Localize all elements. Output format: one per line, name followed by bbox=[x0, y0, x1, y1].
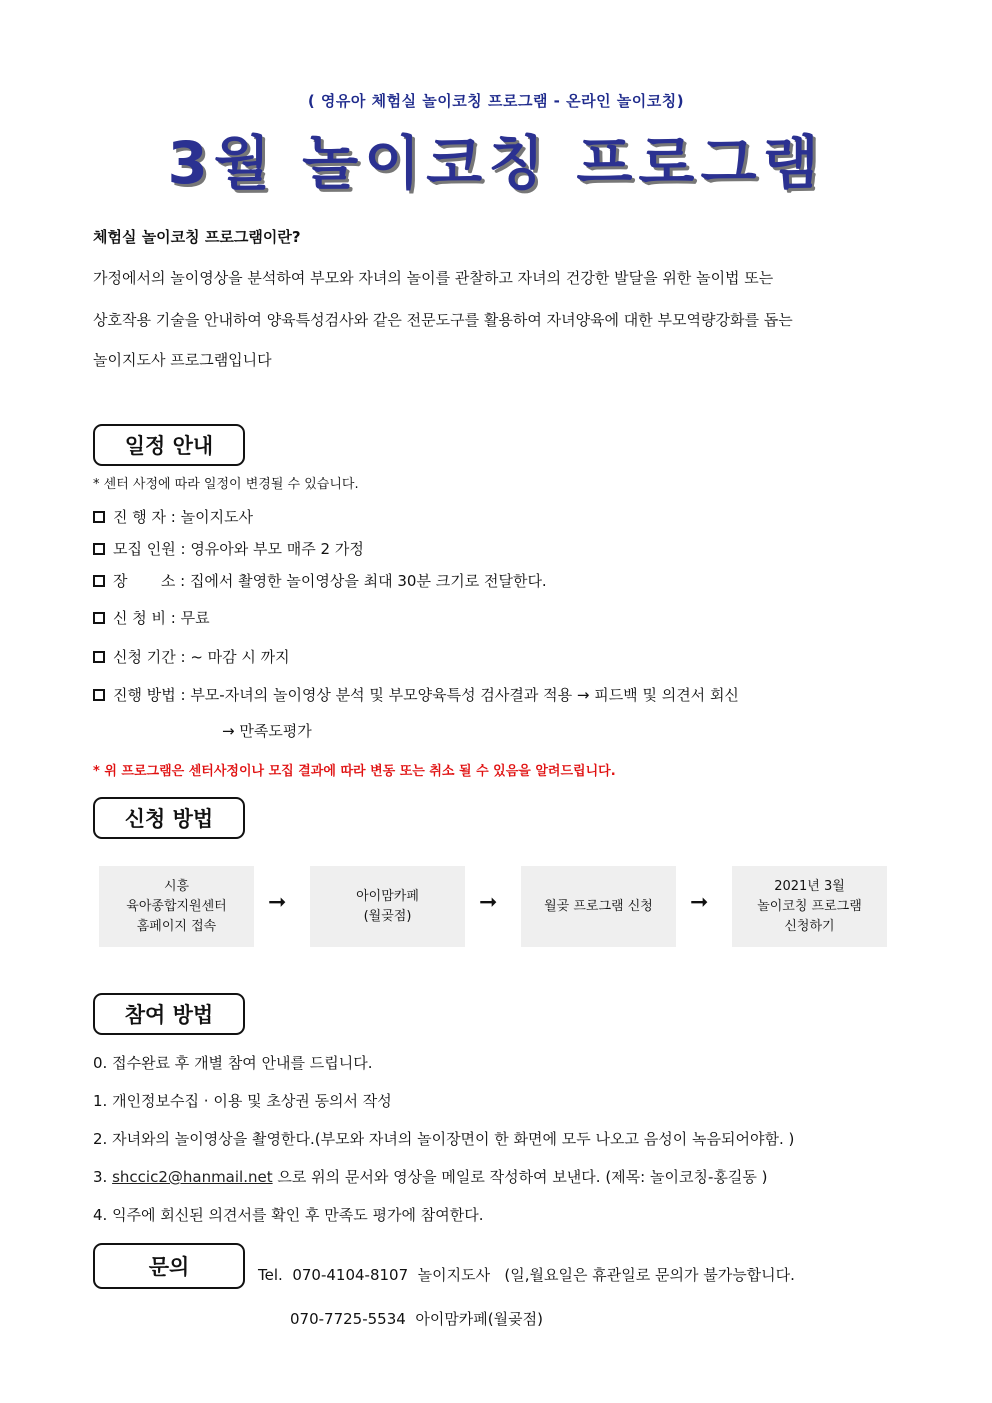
intro-line-1: 가정에서의 놀이영상을 분석하여 부모와 자녀의 놀이를 관찰하고 자녀의 건강한 발달을 위한 놀이법 또는 bbox=[93, 269, 774, 287]
schedule-item-text: 신청 기간 : ~ 마감 시 까지 bbox=[113, 648, 290, 666]
participate-step-0: 0. 접수완료 후 개별 참여 안내를 드립니다. bbox=[93, 1054, 373, 1072]
checkbox-icon bbox=[93, 575, 105, 587]
flow-step-cafe: 아이맘카페 (월곶점) bbox=[310, 866, 465, 947]
schedule-note: * 센터 사정에 따라 일정이 변경될 수 있습니다. bbox=[93, 477, 359, 492]
schedule-item-period bbox=[93, 646, 290, 667]
apply-section-label: 신청 방법 bbox=[93, 797, 245, 839]
arrow-right-icon: ➞ bbox=[690, 890, 709, 915]
participate-step-2: 2. 자녀와의 놀이영상을 촬영한다.(부모와 자녀의 놀이장면이 한 화면에 모두 나오고 음성이 녹음되어야함. ) bbox=[93, 1130, 795, 1148]
checkbox-icon bbox=[93, 651, 105, 663]
page-title: 3월 놀이코칭 프로그램 bbox=[167, 129, 825, 197]
contact-line-1: Tel. 070-4104-8107 놀이지도사 (일,월요일은 휴관일로 문의가 불가능합니다. bbox=[258, 1266, 795, 1284]
intro-line-2: 상호작용 기술을 안내하여 양육특성검사와 같은 전문도구를 활용하여 자녀양육에 대한 부모역량강화를 돕는 bbox=[93, 311, 793, 329]
schedule-item-text: 모집 인원 : 영유아와 부모 매주 2 가정 bbox=[113, 540, 364, 558]
participate-step-1: 1. 개인정보수집 · 이용 및 초상권 동의서 작성 bbox=[93, 1092, 392, 1110]
schedule-item-text: 진 행 자 : 놀이지도사 bbox=[113, 508, 254, 526]
schedule-item-host bbox=[93, 506, 253, 527]
checkbox-icon bbox=[93, 543, 105, 555]
schedule-item-text: 신 청 비 : 무료 bbox=[113, 609, 210, 627]
flow-step-homepage: 시흥 육아종합지원센터 홈페이지 접속 bbox=[99, 866, 254, 947]
participate-step-3 bbox=[93, 1166, 767, 1187]
schedule-warning: * 위 프로그램은 센터사정이나 모집 결과에 따라 변동 또는 취소 될 수 있음을 알려드립니다. bbox=[93, 764, 616, 779]
schedule-item-fee bbox=[93, 607, 210, 628]
participate-section-label: 참여 방법 bbox=[93, 993, 245, 1035]
flow-step-signup: 월곶 프로그램 신청 bbox=[521, 866, 676, 947]
schedule-item-method bbox=[93, 684, 739, 705]
step-3-suffix: 으로 위의 문서와 영상을 메일로 작성하여 보낸다. (제목: 놀이코칭-홍길동 ) bbox=[272, 1168, 768, 1186]
schedule-item-recruit bbox=[93, 538, 364, 559]
checkbox-icon bbox=[93, 511, 105, 523]
arrow-right-icon: ➞ bbox=[268, 890, 287, 915]
intro-line-3: 놀이지도사 프로그램입니다 bbox=[93, 351, 272, 369]
contact-line-2: 070-7725-5534 아이맘카페(월곶점) bbox=[290, 1310, 543, 1328]
intro-heading: 체험실 놀이코칭 프로그램이란? bbox=[93, 228, 301, 246]
flow-step-apply: 2021년 3월 놀이코칭 프로그램 신청하기 bbox=[732, 866, 887, 947]
schedule-item-place bbox=[93, 570, 547, 591]
checkbox-icon bbox=[93, 612, 105, 624]
schedule-item-text: 장 소 : 집에서 촬영한 놀이영상을 최대 30분 크기로 전달한다. bbox=[113, 572, 547, 590]
contact-section-label: 문의 bbox=[93, 1243, 245, 1289]
program-subtitle: ( 영유아 체험실 놀이코칭 프로그램 - 온라인 놀이코칭) bbox=[307, 92, 685, 110]
schedule-method-continuation: → 만족도평가 bbox=[222, 722, 312, 740]
arrow-right-icon: ➞ bbox=[479, 890, 498, 915]
schedule-section-label: 일정 안내 bbox=[93, 424, 245, 466]
step-3-prefix: 3. bbox=[93, 1168, 113, 1186]
participate-step-4: 4. 익주에 회신된 의견서를 확인 후 만족도 평가에 참여한다. bbox=[93, 1206, 484, 1224]
email-link[interactable]: shccic2@hanmail.net bbox=[112, 1168, 273, 1186]
schedule-item-text: 진행 방법 : 부모-자녀의 놀이영상 분석 및 부모양육특성 검사결과 적용 → 피드백 및 의견서 회신 bbox=[113, 686, 739, 704]
checkbox-icon bbox=[93, 689, 105, 701]
